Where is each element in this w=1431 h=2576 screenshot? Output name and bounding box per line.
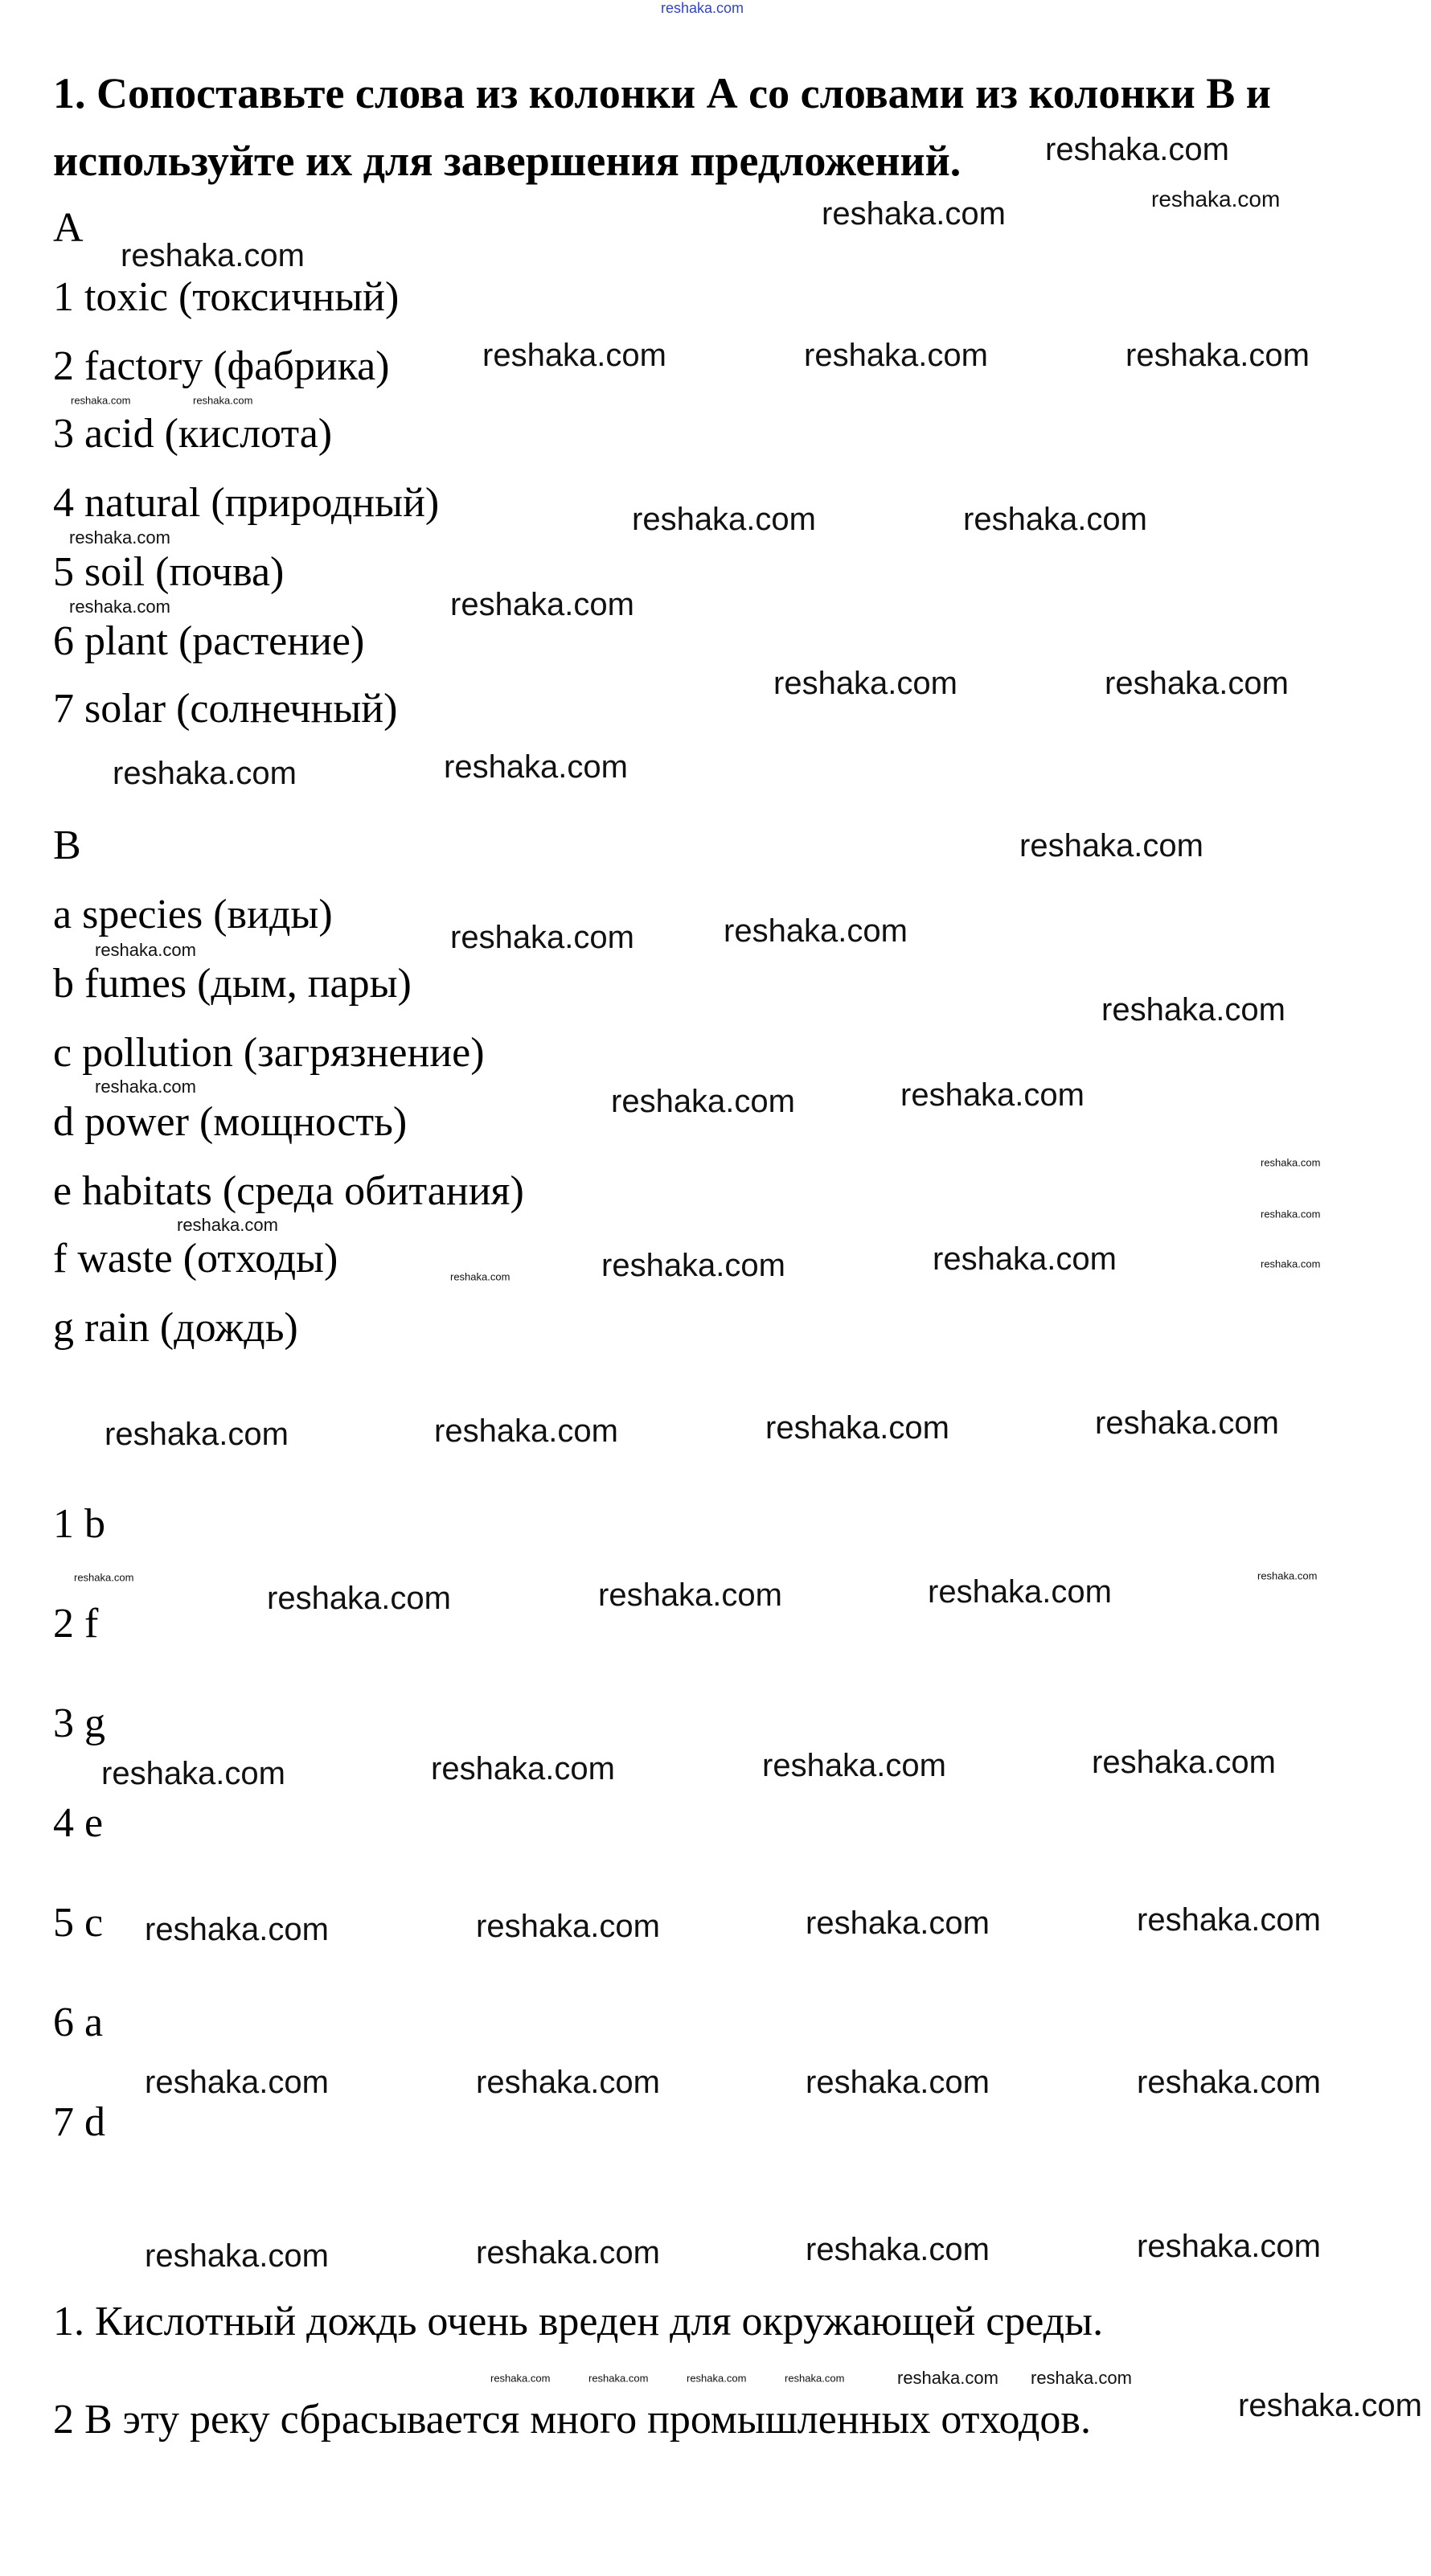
column-b-item: e habitats (среда обитания) [53, 1168, 524, 1214]
watermark: reshaka.com [588, 2372, 649, 2385]
watermark: reshaka.com [1261, 1156, 1321, 1169]
column-b-item: b fumes (дым, пары) [53, 961, 412, 1007]
watermark: reshaka.com [74, 1571, 134, 1584]
watermark: reshaka.com [598, 1577, 782, 1613]
column-a-item: 3 acid (кислота) [53, 411, 333, 457]
watermark: reshaka.com [1261, 1208, 1321, 1220]
answer: 4 e [53, 1800, 104, 1846]
watermark: reshaka.com [145, 2238, 329, 2274]
watermark: reshaka.com [177, 1215, 278, 1235]
watermark: reshaka.com [897, 2368, 998, 2388]
watermark: reshaka.com [450, 920, 634, 955]
watermark: reshaka.com [431, 1751, 615, 1786]
watermark: reshaka.com [1261, 1257, 1321, 1270]
watermark: reshaka.com [900, 1077, 1085, 1113]
column-b-item: a species (виды) [53, 892, 333, 937]
watermark: reshaka.com [1137, 2229, 1321, 2264]
watermark: reshaka.com [773, 666, 957, 701]
column-a-item: 5 soil (почва) [53, 549, 285, 595]
watermark: reshaka.com [95, 1077, 196, 1097]
watermark: reshaka.com [822, 196, 1006, 232]
answer: 7 d [53, 2099, 105, 2145]
watermark: reshaka.com [1238, 2388, 1422, 2423]
watermark: reshaka.com [267, 1581, 451, 1616]
watermark: reshaka.com [785, 2372, 845, 2385]
watermark: reshaka.com [963, 502, 1147, 537]
watermark: reshaka.com [804, 338, 988, 373]
column-a-label: A [53, 205, 84, 251]
watermark: reshaka.com [1151, 187, 1281, 211]
watermark: reshaka.com [476, 2065, 660, 2100]
column-b-label: B [53, 822, 81, 868]
watermark: reshaka.com [1019, 828, 1203, 863]
watermark: reshaka.com [121, 238, 305, 273]
watermark: reshaka.com [476, 2235, 660, 2270]
watermark: reshaka.com [1137, 1902, 1321, 1938]
watermark: reshaka.com [105, 1417, 289, 1452]
watermark: reshaka.com [611, 1084, 795, 1119]
column-b-item: f waste (отходы) [53, 1236, 338, 1282]
sentence: 1. Кислотный дождь очень вреден для окружающей среды. [53, 2299, 1104, 2344]
column-b-item: c pollution (загрязнение) [53, 1030, 485, 1076]
watermark: reshaka.com [1031, 2368, 1132, 2388]
watermark: reshaka.com [806, 1905, 990, 1941]
watermark: reshaka.com [1092, 1745, 1276, 1780]
watermark: reshaka.com [69, 527, 170, 548]
watermark: reshaka.com [1101, 992, 1285, 1028]
answer: 1 b [53, 1501, 105, 1547]
watermark: reshaka.com [71, 394, 131, 407]
watermark: reshaka.com [928, 1574, 1112, 1610]
sentence: 2 В эту реку сбрасывается много промышленных отходов. [53, 2397, 1091, 2443]
watermark: reshaka.com [1095, 1405, 1279, 1441]
watermark: reshaka.com [95, 940, 196, 960]
column-b-item: d power (мощность) [53, 1099, 408, 1145]
watermark: reshaka.com [145, 2065, 329, 2100]
watermark: reshaka.com [101, 1756, 285, 1791]
watermark: reshaka.com [724, 913, 908, 949]
watermark: reshaka.com [444, 749, 628, 785]
watermark: reshaka.com [1105, 666, 1289, 701]
answer: 2 f [53, 1601, 99, 1647]
column-b-item: g rain (дождь) [53, 1305, 298, 1351]
watermark: reshaka.com [632, 502, 816, 537]
exercise-title-line1: 1. Сопоставьте слова из колонки А со словами из колонки В и [53, 69, 1271, 117]
watermark: reshaka.com [450, 587, 634, 622]
answer: 6 a [53, 2000, 104, 2045]
watermark: reshaka.com [1126, 338, 1310, 373]
answer: 5 c [53, 1900, 104, 1946]
watermark: reshaka.com [806, 2065, 990, 2100]
watermark: reshaka.com [765, 1410, 949, 1446]
column-a-item: 2 factory (фабрика) [53, 343, 390, 389]
watermark: reshaka.com [601, 1248, 785, 1283]
column-a-item: 4 natural (природный) [53, 480, 440, 526]
watermark: reshaka.com [490, 2372, 551, 2385]
watermark: reshaka.com [482, 338, 666, 373]
answer: 3 g [53, 1700, 105, 1746]
watermark: reshaka.com [1257, 1569, 1318, 1582]
watermark: reshaka.com [145, 1912, 329, 1947]
watermark: reshaka.com [193, 394, 253, 407]
watermark: reshaka.com [434, 1413, 618, 1449]
watermark: reshaka.com [687, 2372, 747, 2385]
watermark: reshaka.com [806, 2232, 990, 2267]
exercise-title-line2: используйте их для завершения предложений. [53, 137, 962, 185]
watermark: reshaka.com [1045, 132, 1229, 167]
watermark: reshaka.com [476, 1909, 660, 1944]
column-a-item: 1 toxic (токсичный) [53, 274, 400, 320]
watermark: reshaka.com [450, 1270, 510, 1283]
watermark: reshaka.com [69, 597, 170, 617]
watermark: reshaka.com [933, 1241, 1117, 1277]
watermark: reshaka.com [113, 756, 297, 791]
watermark: reshaka.com [762, 1748, 946, 1783]
watermark: reshaka.com [661, 0, 744, 16]
watermark: reshaka.com [1137, 2065, 1321, 2100]
column-a-item: 6 plant (растение) [53, 618, 365, 664]
column-a-item: 7 solar (солнечный) [53, 686, 398, 732]
